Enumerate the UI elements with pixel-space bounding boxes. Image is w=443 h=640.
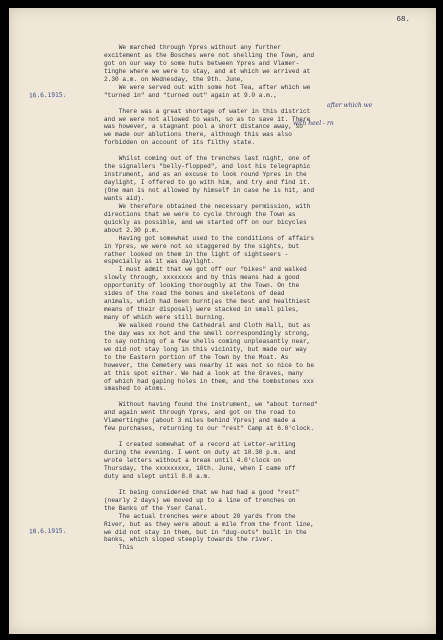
paragraph-spacer [104,481,422,489]
text-line: the day was xx hot and the smell correspondingly strong, [104,329,311,337]
text-line: animals, which had been burnt(as the best and healthiest [104,298,311,306]
text-line: about 2.30 p.m. [104,226,160,234]
text-line: wrote letters without a break until 4.0'clock on [104,457,281,464]
text-line: was however, a stagnant pool a short distance away, so [104,123,303,131]
paragraph [104,489,422,553]
text-line: we did not stay long in this vicinity, but made our way [104,345,307,353]
handwritten-insertion-note: after which we [327,102,373,109]
text-line: We were served out with some hot Tea, after which we [104,83,311,91]
text-line: It being considered that we had had a good "rest" [104,488,300,496]
text-line: Having got somewhat used to the conditions of affairs [104,234,315,242]
paragraph [104,441,422,481]
text-line: rather looked on them in the light of sightseers - [104,250,289,258]
page-number: 68. [396,16,410,24]
text-line: There was a great shortage of water in this district [104,107,311,115]
text-line: forbidden on account of its filthy state. [104,139,256,147]
text-line: smashed to atoms. [104,385,167,393]
text-line: few purchases, returning to our "rest" Camp at 6.0'clock. [104,425,315,433]
text-line: I created somewhat of a record at Letter-writing [104,441,296,449]
text-line: I must admit that we got off our "bikes" and walked [104,266,307,274]
handwritten-annotation: with heel - rn [293,120,334,127]
document-page [9,8,436,634]
text-line: We walked round the Cathedral and Cloth Hall, but as [104,321,311,329]
text-line: and again went through Ypres, and got on the road to [104,409,296,417]
text-line: many of which were still burning. [104,314,226,321]
text-line: 2.30 a.m. on Wednesday, the 9th. June, [104,75,245,83]
text-line: banks, which sloped steeply towards the river. [104,536,274,544]
paragraph [104,155,422,393]
text-line: to say nothing of a few shells coming unpleasantly near, [104,337,311,345]
text-line: got on our way to some huts between Ypres and Vlamer- [104,59,300,67]
text-line: duty and slept until 8.0 a.m. [104,472,211,480]
text-line: means of their disposal) were stacked in small piles, [104,306,300,314]
margin-date-second: 10.6.1915. [28,527,67,536]
paragraph-spacer [104,147,422,155]
paragraph [104,108,422,148]
typed-letter-body [104,44,422,552]
text-line: to the Eastern portion of the Town by the Moat. As [104,353,289,361]
paragraph-spacer [104,433,422,441]
text-line: the Banks of the Yser Canal. [104,504,208,512]
text-line: especially as it was daylight. [104,258,215,266]
text-line: at this spot either. We had a look at the Graves, many [104,369,303,377]
text-line: This [104,544,134,552]
text-line: daylight, I offered to go with him, and try and find it. [104,179,311,187]
text-line: and we were not allowed to wash, so as to save it. There [104,115,311,123]
text-line: tinghe where we were to stay, and at which we arrived at [104,67,311,75]
text-line: sides of the road the bones and skeletons of dead [104,290,285,298]
text-line: instrument, and as an excuse to look round Ypres in the [104,171,307,179]
text-line: Vlamertinghe (about 3 miles behind Ypres) and made a [104,417,296,425]
text-line: however, the Cemetery was nearby it was not so nice to be [104,361,315,369]
text-line: the signallers "belly-flopped", and lost his telegraphic [104,163,311,171]
text-line: we did not stay in them, but in "dug-outs" built in the [104,528,307,536]
margin-date-first: 16.6.1915. [28,91,67,100]
text-line: Thursday, the xxxxxxxxx, 10th. June, when I came off [104,464,296,472]
paragraph-spacer [104,393,422,401]
paragraph [104,44,422,100]
text-line: during the evening. I went on duty at 10.30 p.m. and [104,449,296,457]
text-line: we made our ablutions there, although this was also [104,131,292,139]
text-line: of which had gaping holes in them, and the tombstones xxx [104,377,315,385]
text-line: "turned in" and "turned out" again at 9.0 a.m., [104,91,278,99]
text-line: opportunity of looking thoroughly at the Town. On the [104,282,300,290]
text-line: (nearly 2 days) we moved up to a line of trenches on [104,496,296,504]
text-line: wants aid). [104,194,145,202]
text-line: (One man is not allowed by himself in case he is hit, and [104,187,315,194]
text-line: River, but as they were about a mile from the front line, [104,520,315,528]
text-line: quickly as possible, and we started off on our bicycles [104,218,307,226]
paragraph [104,401,422,433]
text-line: Whilst coming out of the trenches last night, one of [104,155,311,163]
text-line: We marched through Ypres without any further [104,44,281,51]
paragraph-spacer [104,100,422,108]
text-line: excitement as the Bosches were not shelling the Town, and [104,51,315,59]
text-line: Without having found the instrument, we "about turned" [104,401,318,409]
text-line: We therefore obtained the necessary permission, with [104,202,311,210]
text-line: in Ypres, we were not so staggered by the sights, but [104,242,300,250]
text-line: directions that we were to cycle through the Town as [104,210,296,218]
text-line: The actual trenches were about 20 yards from the [104,512,296,520]
text-line: slowly through, xxxxxxxx and by this means had a good [104,274,300,282]
